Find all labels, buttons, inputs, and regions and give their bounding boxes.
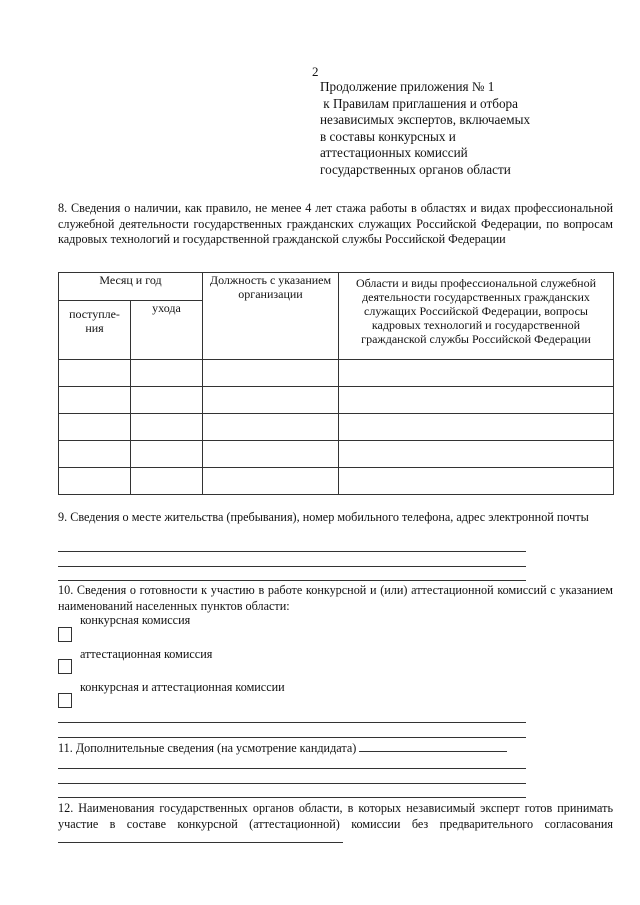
table-cell[interactable] <box>339 387 614 414</box>
fill-line[interactable] <box>58 722 526 723</box>
table-cell[interactable] <box>203 387 339 414</box>
table-cell[interactable] <box>203 441 339 468</box>
fill-line[interactable] <box>58 580 526 581</box>
table-cell[interactable] <box>131 414 203 441</box>
section-10-text: 10. Сведения о готовности к участию в работе конкурсной и (или) аттестационной комиссий с указанием наименований населенных пунктов области: <box>58 583 613 613</box>
option-label: конкурсная комиссия <box>80 613 191 627</box>
table-cell[interactable] <box>339 441 614 468</box>
table-cell[interactable] <box>203 360 339 387</box>
header-line: Продолжение приложения № 1 <box>320 79 495 94</box>
header-line: в составы конкурсных и <box>320 128 456 144</box>
col-position: Должность с указанием организации <box>203 273 339 360</box>
header-line: к Правилам приглашения и отбора <box>320 95 518 111</box>
header-line: государственных органов области <box>320 161 511 177</box>
experience-table <box>58 272 614 495</box>
col-month-year: Месяц и год <box>59 273 203 301</box>
col-exit: ухода <box>131 301 203 360</box>
table-cell[interactable] <box>59 468 131 495</box>
fill-line[interactable] <box>58 737 526 738</box>
table-cell[interactable] <box>59 360 131 387</box>
table-cell[interactable] <box>339 360 614 387</box>
table-cell[interactable] <box>59 387 131 414</box>
option-label: аттестационная комиссия <box>80 647 213 661</box>
table-cell[interactable] <box>203 414 339 441</box>
fill-line[interactable] <box>58 566 526 567</box>
table-row <box>59 387 614 414</box>
fill-line[interactable] <box>58 768 526 769</box>
table-row <box>59 360 614 387</box>
appendix-header <box>320 79 610 179</box>
section-9-text: 9. Сведения о месте жительства (пребывания), номер мобильного телефона, адрес электронной почты <box>58 510 589 524</box>
table-cell[interactable] <box>131 441 203 468</box>
section-12-label: 12. Наименования государственных органов области, в которых независимый эксперт готов принимать участие в составе конкурсной (аттестационной) комиссии без предварительного согласования <box>58 801 613 831</box>
checkbox-both[interactable] <box>58 693 72 708</box>
section-11-label: 11. Дополнительные сведения (на усмотрение кандидата) <box>58 741 357 755</box>
table-row <box>59 468 614 495</box>
section-8-text: 8. Сведения о наличии, как правило, не менее 4 лет стажа работы в областях и видах профессиональной служебной деятельности государственных гражданских служащих Российской Федерации, по вопросам кадровых технологий и государственной гражданской службы Российской Федерации <box>58 201 613 246</box>
option-label: конкурсная и аттестационная комиссии <box>80 680 285 694</box>
table-row <box>59 414 614 441</box>
table-cell[interactable] <box>131 387 203 414</box>
table-cell[interactable] <box>339 468 614 495</box>
fill-line[interactable] <box>58 797 526 798</box>
table-cell[interactable] <box>131 360 203 387</box>
section-11-text <box>58 741 613 757</box>
table-row <box>59 441 614 468</box>
table-cell[interactable] <box>339 414 614 441</box>
table-cell[interactable] <box>59 414 131 441</box>
table-cell[interactable] <box>131 468 203 495</box>
col-areas: Области и виды профессиональной служебной деятельности государственных гражданских служащих Российской Федерации, вопросы кадровых технологий и государственной гражданской службы Российской Федерации <box>339 273 614 360</box>
table-cell[interactable] <box>59 441 131 468</box>
page-number: 2 <box>312 64 319 79</box>
col-entry: поступле-ния <box>59 301 131 360</box>
section-12-text <box>58 801 613 848</box>
header-line: независимых экспертов, включаемых <box>320 112 531 128</box>
checkbox-competitive[interactable] <box>58 627 72 642</box>
fill-line[interactable] <box>359 750 507 752</box>
table-cell[interactable] <box>203 468 339 495</box>
fill-line[interactable] <box>58 841 343 843</box>
header-line: аттестационных комиссий <box>320 145 468 161</box>
checkbox-attestation[interactable] <box>58 659 72 674</box>
fill-line[interactable] <box>58 783 526 784</box>
fill-line[interactable] <box>58 551 526 552</box>
